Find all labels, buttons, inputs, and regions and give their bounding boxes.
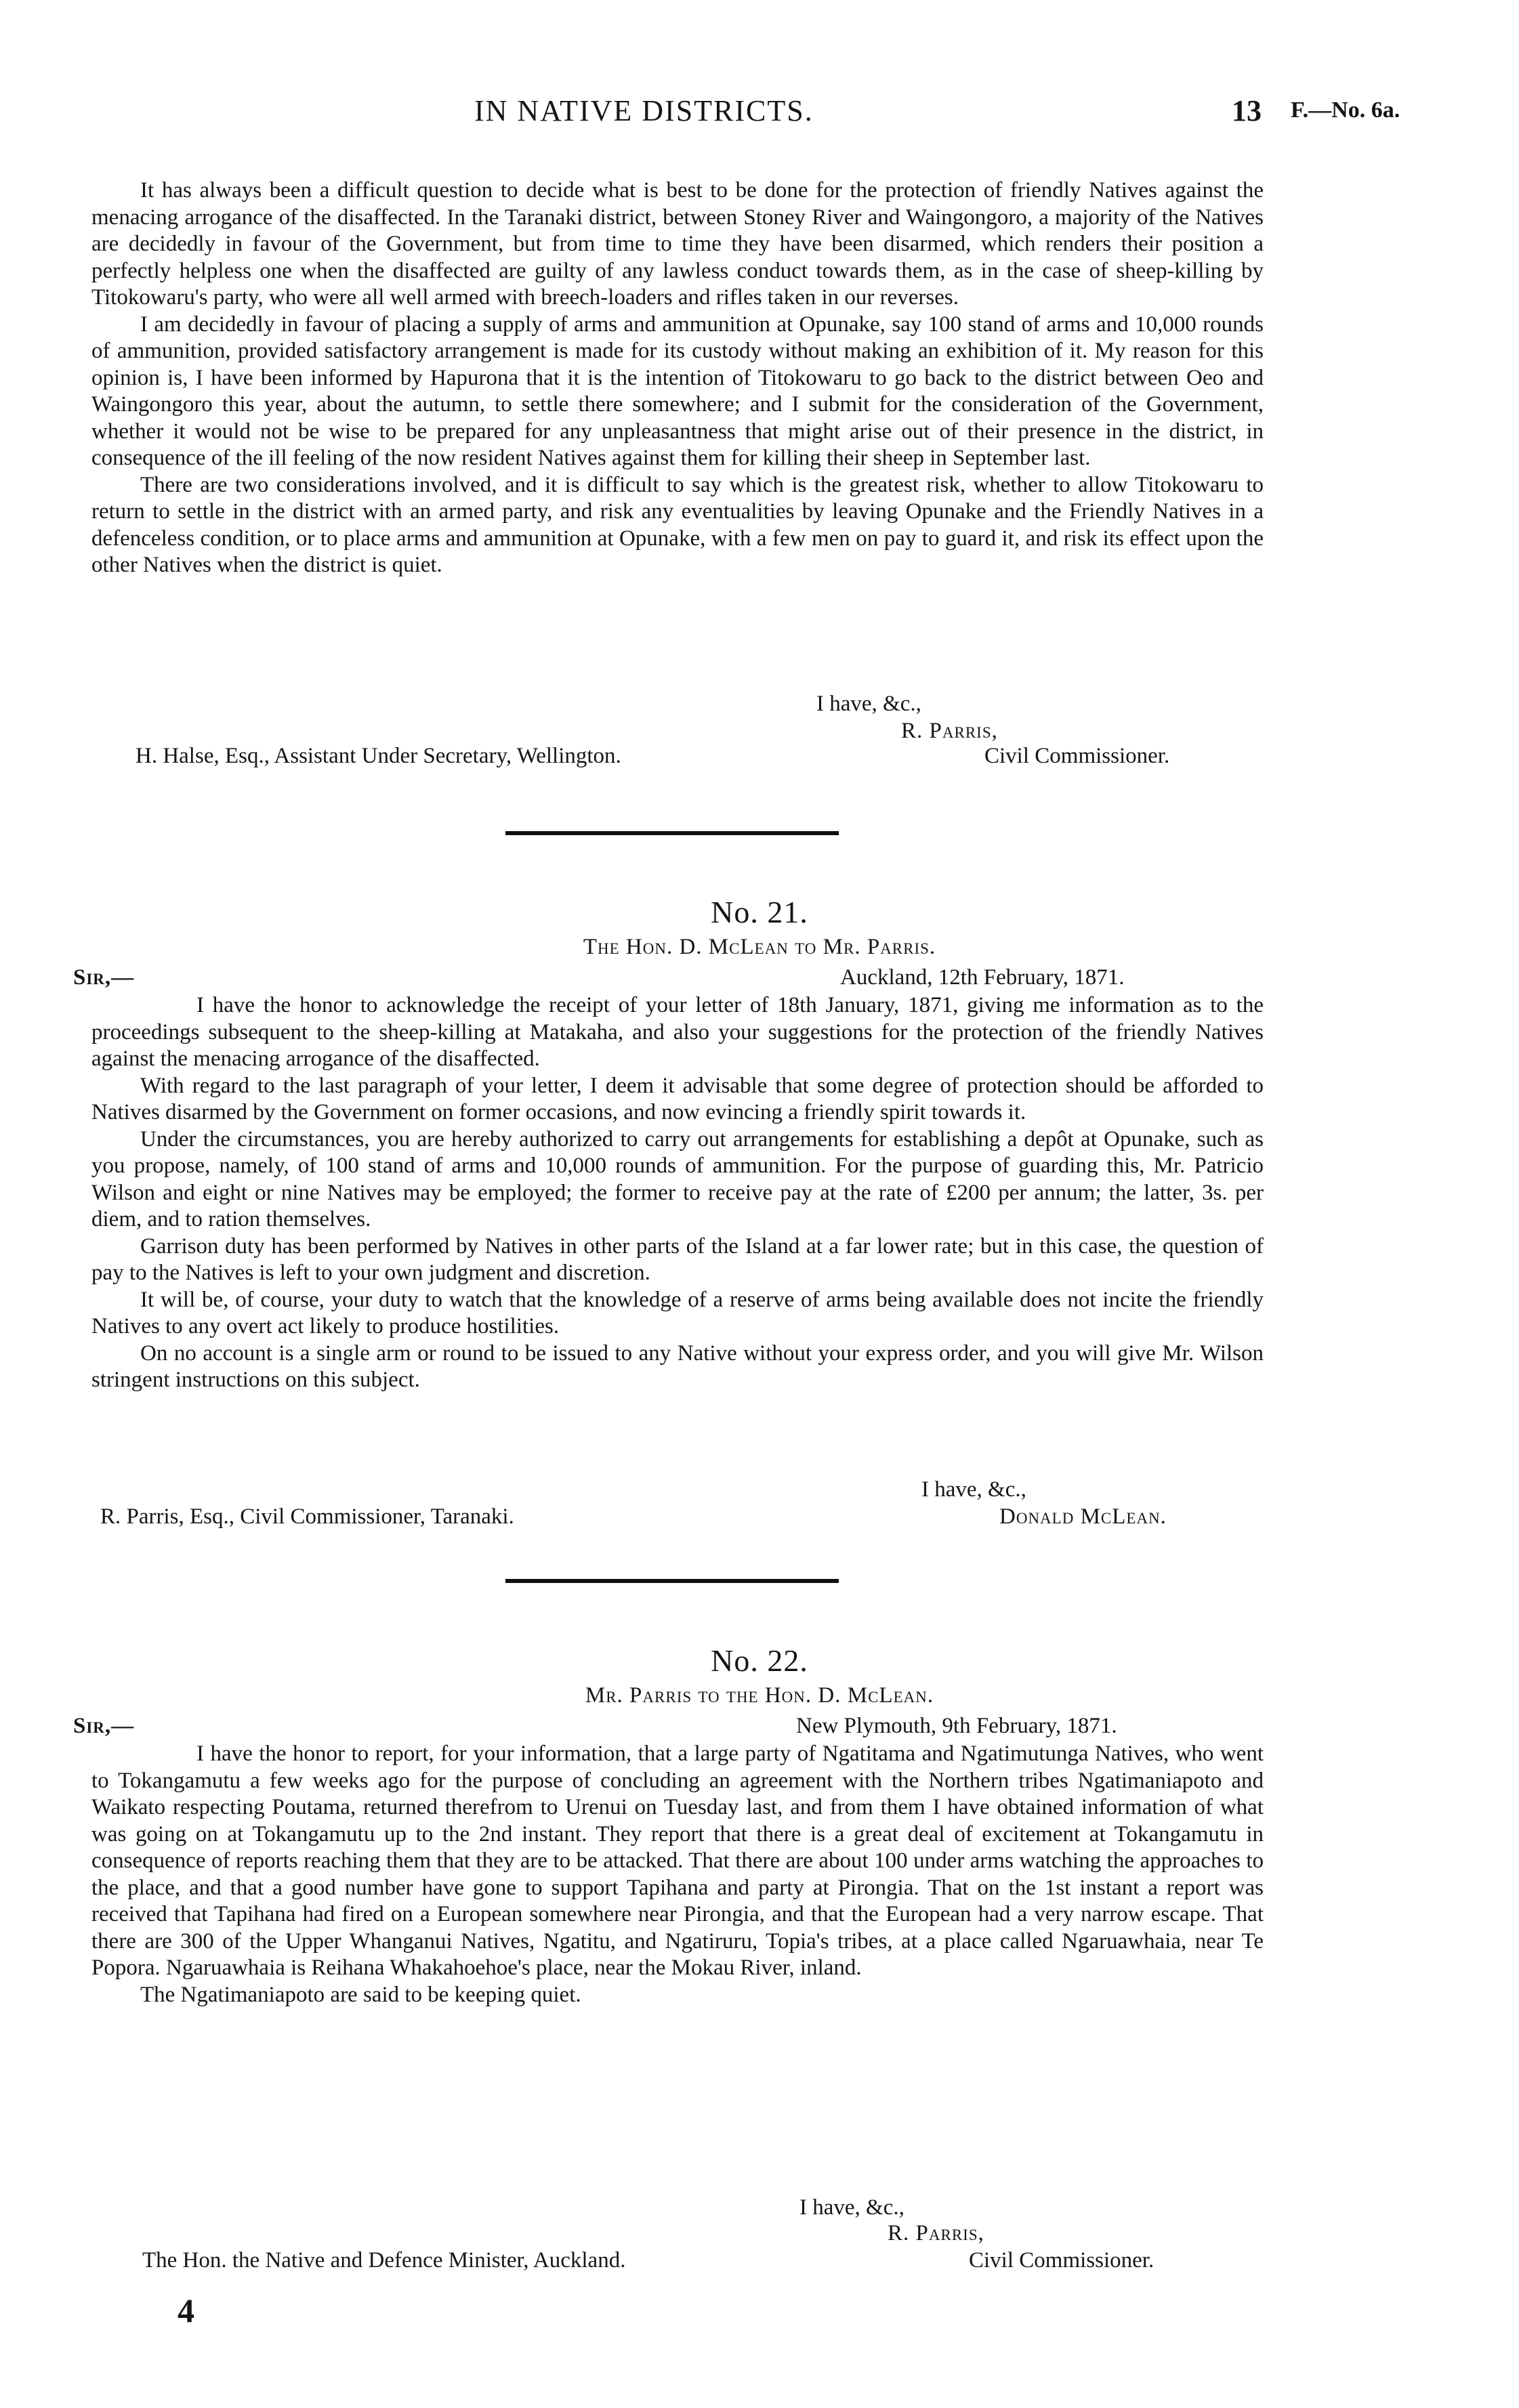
running-head-title: IN NATIVE DISTRICTS. xyxy=(474,94,814,127)
document-reference: F.—No. 6a. xyxy=(1291,98,1400,123)
letter-body xyxy=(91,1741,1264,2008)
section-divider xyxy=(505,1579,839,1583)
salutation: Sir,— xyxy=(73,965,135,990)
paragraph: Under the circumstances, you are hereby authorized to carry out arrangements for establishing a depôt at Opunake, such as you propose, namely, of 100 stand of arms and 10,000 rounds of ammunition. For the purpose of guarding this, Mr. Patricio Wilson and eight or nine Natives may be employed; the former to receive pay at the rate of £200 per annum; the latter, 3s. per diem, and to ration themselves. xyxy=(91,1126,1264,1231)
letter-number: No. 22. xyxy=(711,1643,808,1678)
printer-signature-mark: 4 xyxy=(178,2291,194,2329)
paragraph: It has always been a difficult question to decide what is best to be done for the protection of friendly Natives against the menacing arrogance of the disaffected. In the Taranaki district, between Stoney River and Waingongoro, a majority of the Natives are decidedly in favour of the Government, but from time to time they have been disarmed, which renders their position a perfectly helpless one when the disaffected are guilty of any lawless conduct towards them, as in the case of sheep-killing by Titokowaru's party, who were all well armed with breech-loaders and rifles taken in our reverses. xyxy=(91,178,1264,310)
dateline: New Plymouth, 9th February, 1871. xyxy=(796,1714,1117,1738)
running-head xyxy=(0,93,1519,134)
signatory: R. Parris, xyxy=(901,719,998,743)
closing-formula: I have, &c., xyxy=(921,1477,1026,1502)
letter-number: No. 21. xyxy=(711,895,808,929)
dateline: Auckland, 12th February, 1871. xyxy=(840,965,1125,990)
signatory: Donald McLean. xyxy=(999,1504,1167,1529)
paragraph: Garrison duty has been performed by Natives in other parts of the Island at a far lower rate; but in this case, the question of pay to the Natives is left to your own judgment and discretion. xyxy=(91,1233,1264,1285)
paragraph: There are two considerations involved, and it is difficult to say which is the greatest risk, whether to allow Titokowaru to return to settle in the district with an armed party, and risk any eventualities by leaving Opunake and the Friendly Natives in a defenceless condition, or to place arms and ammunition at Opunake, with a few men on pay to guard it, and risk its effect upon the other Natives when the district is quiet. xyxy=(91,472,1264,577)
signatory-title: Civil Commissioner. xyxy=(969,2248,1154,2273)
paragraph: It will be, of course, your duty to watch that the knowledge of a reserve of arms being available does not incite the friendly Natives to any overt act likely to produce hostilities. xyxy=(91,1287,1264,1338)
paragraph: The Ngatimaniapoto are said to be keeping quiet. xyxy=(140,1982,581,2007)
paragraph: I have the honor to acknowledge the receipt of your letter of 18th January, 1871, giving me information as to the proceedings subsequent to the sheep-killing at Matakaha, and also your suggestions for the protection of the friendly Natives against the menacing arrogance of the disaffected. xyxy=(91,993,1264,1071)
closing-formula: I have, &c., xyxy=(816,692,921,716)
addressee: H. Halse, Esq., Assistant Under Secretary, Wellington. xyxy=(136,744,621,768)
closing-formula: I have, &c., xyxy=(799,2195,904,2220)
letter-body xyxy=(91,992,1264,1394)
addressee: The Hon. the Native and Defence Minister, Auckland. xyxy=(142,2248,626,2273)
paragraph: I am decidedly in favour of placing a supply of arms and ammunition at Opunake, say 100 stand of arms and 10,000 rounds of ammunition, provided satisfactory arrangement is made for its custody without making an exhibition of it. My reason for this opinion is, I have been informed by Hapurona that it is the intention of Titokowaru to go back to the district between Oeo and Waingongoro this year, about the autumn, to settle there somewhere; and I submit for the consideration of the Government, whether it would not be wise to be prepared for any unpleasantness that might arise out of their presence in the district, in consequence of the ill feeling of the now resident Natives against them for killing their sheep in September last. xyxy=(91,312,1264,470)
signatory-title: Civil Commissioner. xyxy=(984,744,1170,768)
paragraph: With regard to the last paragraph of your letter, I deem it advisable that some degree of protection should be afforded to Natives disarmed by the Government on former occasions, and now evincing a friendly spirit towards it. xyxy=(91,1073,1264,1124)
continuation-body xyxy=(91,177,1264,579)
correspondents: Mr. Parris to the Hon. D. McLean. xyxy=(585,1683,934,1708)
correspondents: The Hon. D. McLean to Mr. Parris. xyxy=(583,935,936,959)
page-number: 13 xyxy=(1232,94,1262,127)
addressee: R. Parris, Esq., Civil Commissioner, Taranaki. xyxy=(100,1504,514,1529)
salutation: Sir,— xyxy=(73,1714,135,1738)
paragraph: I have the honor to report, for your information, that a large party of Ngatitama and Ngatimutunga Natives, who went to Tokangamutu a few weeks ago for the purpose of concluding an agreement with the Northern tribes Ngatimaniapoto and Waikato respecting Poutama, returned therefrom to Urenui on Tuesday last, and from them I have obtained information of what was going on at Tokangamutu up to the 2nd instant. They report that there is a great deal of excitement at Tokangamutu in consequence of reports reaching them that they are to be attacked. That there are about 100 under arms watching the approaches to the place, and that a good number have gone to support Tapihana and party at Pirongia. That on the 1st instant a report was received that Tapihana had fired on a European somewhere near Pirongia, and that the European had a very narrow escape. That there are 300 of the Upper Whanganui Natives, Ngatitu, and Ngatiruru, Topia's tribes, at a place called Ngaruawhaia, near Te Popora. Ngaruawhaia is Reihana Whakahoehoe's place, near the Mokau River, inland. xyxy=(91,1741,1264,1980)
signatory: R. Parris, xyxy=(888,2221,984,2245)
section-divider xyxy=(505,831,839,835)
paragraph: On no account is a single arm or round to be issued to any Native without your express order, and you will give Mr. Wilson stringent instructions on this subject. xyxy=(91,1340,1264,1392)
